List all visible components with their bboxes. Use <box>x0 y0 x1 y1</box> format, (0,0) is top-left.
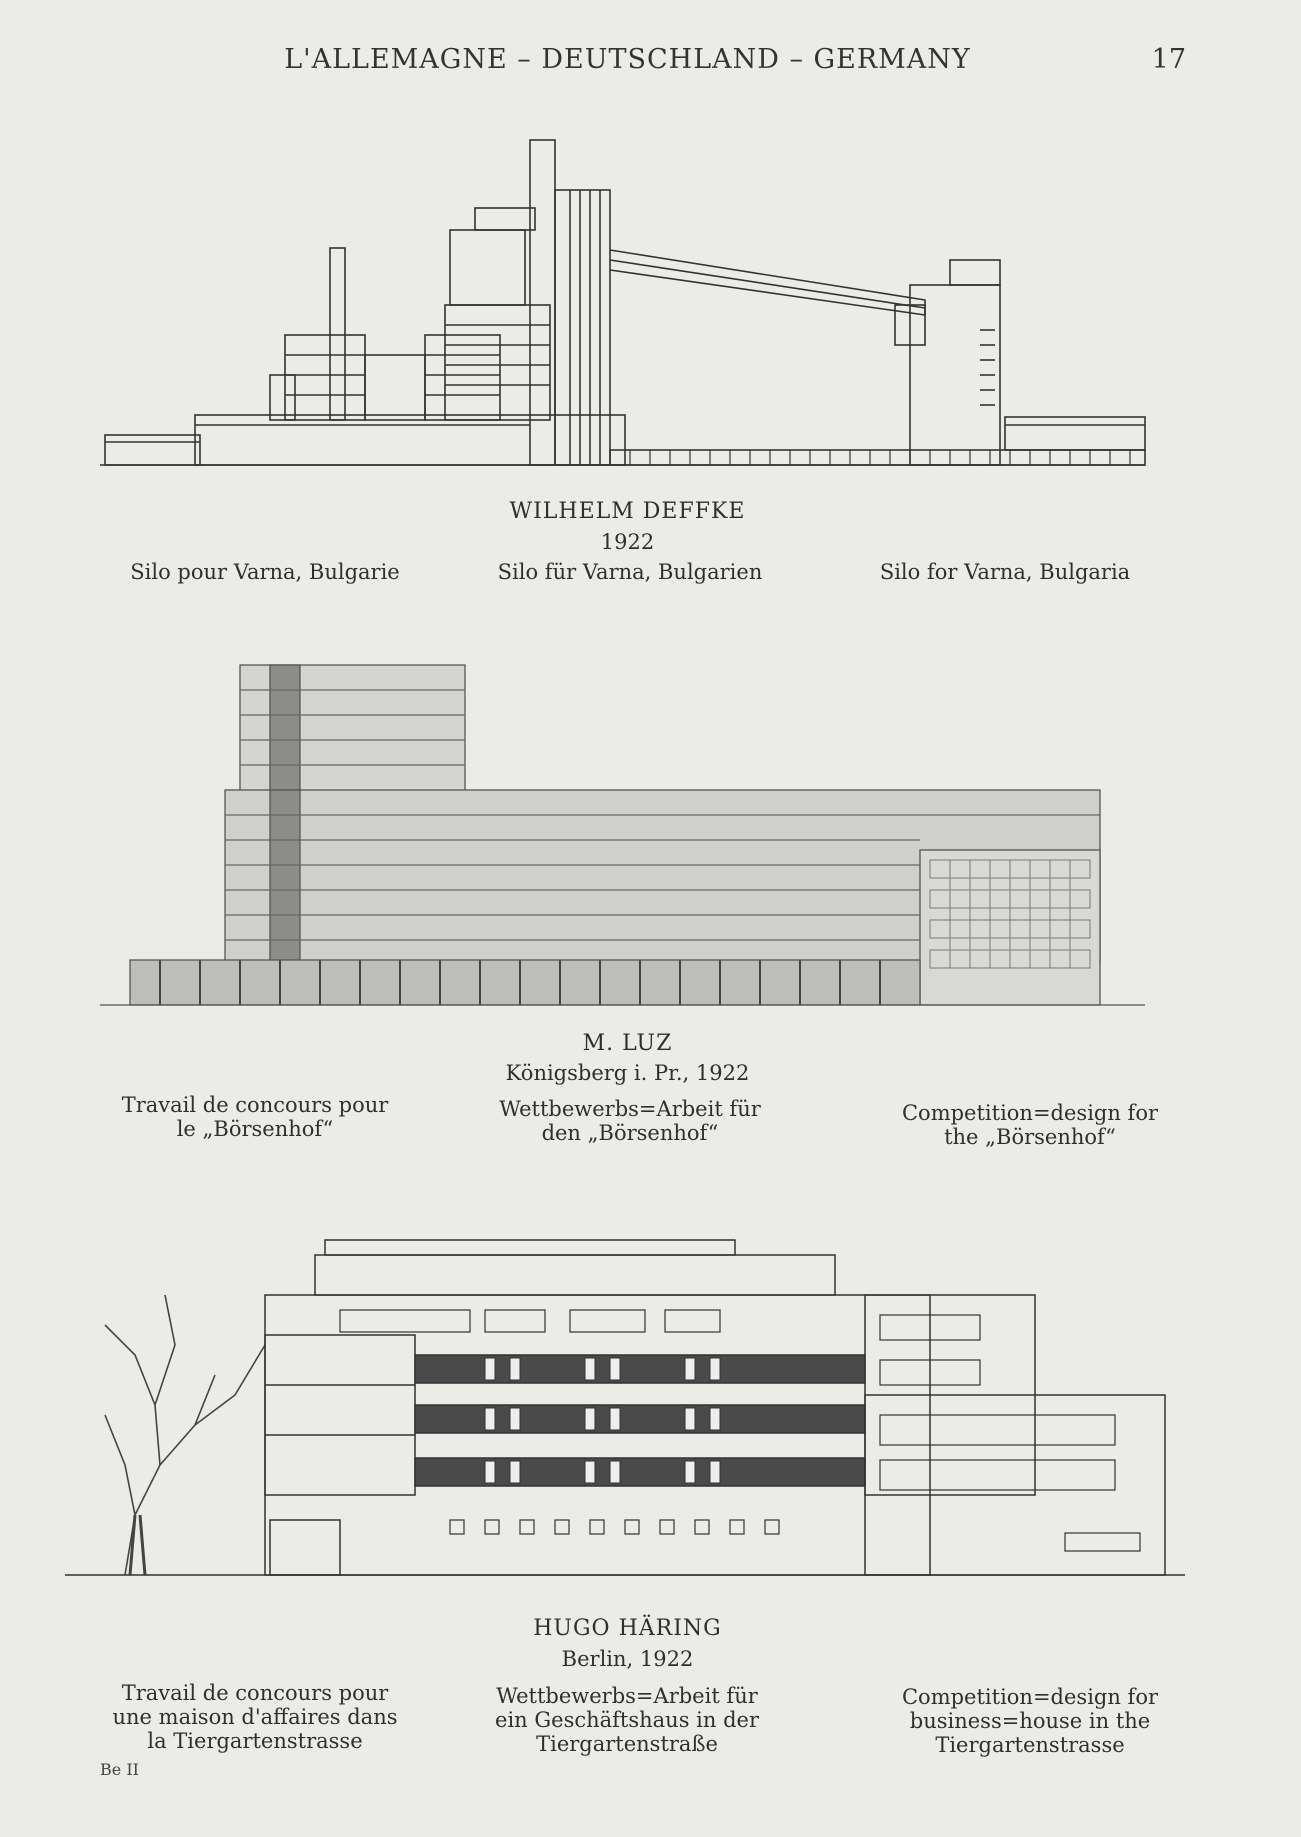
caption-de <box>460 1097 800 1145</box>
place-year: Königsberg i. Pr., 1922 <box>505 1061 750 1085</box>
caption-line: Wettbewerbs=Arbeit für <box>496 1684 758 1708</box>
tree-sketch <box>105 1295 265 1575</box>
place-year: 1922 <box>600 530 655 554</box>
caption-de: Silo für Varna, Bulgarien <box>497 560 763 584</box>
caption-line: la Tiergartenstrasse <box>147 1729 363 1753</box>
caption-line: Tiergartenstraße <box>536 1732 718 1756</box>
caption-line: Travail de concours pour <box>121 1093 389 1117</box>
caption-fr <box>85 1093 425 1141</box>
page-number: 17 <box>1151 44 1186 75</box>
silo-elevation-drawing <box>100 130 1150 475</box>
caption-en <box>860 1685 1200 1757</box>
caption-line: Competition=design for <box>901 1101 1159 1125</box>
caption-line: the „Börsenhof“ <box>944 1125 1116 1149</box>
architect-name: WILHELM DEFFKE <box>509 499 746 524</box>
caption-line: Wettbewerbs=Arbeit für <box>499 1097 761 1121</box>
caption-line: den „Börsenhof“ <box>541 1121 719 1145</box>
caption-fr <box>85 1681 425 1753</box>
architect-name: M. LUZ <box>582 1031 673 1056</box>
page-header <box>0 44 1301 84</box>
caption-line: Travail de concours pour <box>121 1681 389 1705</box>
caption-line: ein Geschäftshaus in der <box>495 1708 759 1732</box>
business-house-elevation-drawing <box>65 1215 1195 1595</box>
place-year: Berlin, 1922 <box>561 1647 694 1671</box>
boersenhof-elevation-drawing <box>100 660 1150 1010</box>
signature-mark: Be II <box>100 1760 139 1779</box>
caption-line: une maison d'affaires dans <box>112 1705 398 1729</box>
caption-line: business=house in the <box>909 1709 1151 1733</box>
architect-name: HUGO HÄRING <box>533 1616 722 1641</box>
caption-line: le „Börsenhof“ <box>176 1117 334 1141</box>
caption-fr: Silo pour Varna, Bulgarie <box>130 560 400 584</box>
caption-de <box>457 1684 797 1756</box>
caption-en: Silo for Varna, Bulgaria <box>879 560 1131 584</box>
caption-line: Tiergartenstrasse <box>935 1733 1125 1757</box>
caption-line: Competition=design for <box>901 1685 1159 1709</box>
caption-en <box>860 1101 1200 1149</box>
running-head: L'ALLEMAGNE – DEUTSCHLAND – GERMANY <box>284 44 971 75</box>
